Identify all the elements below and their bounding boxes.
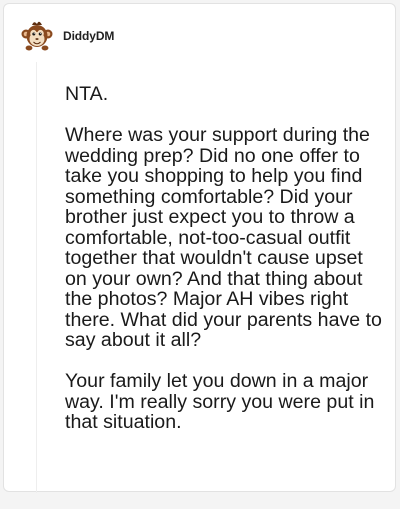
comment-body: [65, 84, 387, 453]
comment-paragraph: Your family let you down in a major way. I'm really sorry you were put in that situation.: [65, 370, 375, 433]
comment-paragraph: NTA.: [65, 83, 109, 105]
thread-line: [36, 62, 37, 493]
comment-paragraph: Where was your support during the wedding prep? Did no one offer to take you shopping to help you find something comfortable? Did your brother just expect you to throw a comfortable, not-too-casual outfit together that wouldn't cause upset on your own? And that thing about the photos? Major AH vibes right there. What did your parents have to say about it all?: [65, 124, 382, 351]
monkey-avatar-icon: [20, 19, 54, 53]
username[interactable]: DiddyDM: [63, 29, 115, 43]
avatar[interactable]: [20, 19, 54, 53]
comment-card: [3, 3, 396, 492]
comment-header: [20, 18, 114, 54]
